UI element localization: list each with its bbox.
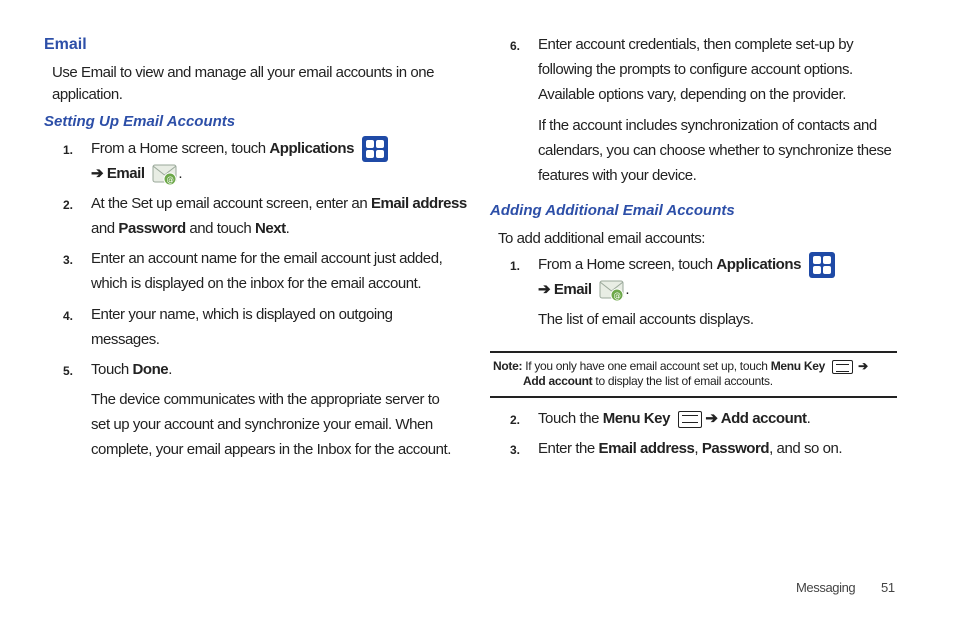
- step-text: ➔ Email @ .: [538, 277, 629, 302]
- step-number: 2.: [63, 198, 74, 212]
- menu-key-icon: [678, 411, 702, 428]
- step-number: 5.: [63, 364, 74, 378]
- subheading-adding: Adding Additional Email Accounts: [490, 202, 735, 219]
- step-description: The device communicates with the appropriate server to set up your account and synchronize your email. When complete, your email appears in the Inbox for the account.: [91, 391, 451, 458]
- step-text: From a Home screen, touch Applications: [538, 252, 835, 278]
- svg-text:@: @: [613, 291, 621, 301]
- step-number: 3.: [63, 253, 74, 267]
- applications-icon: [809, 252, 835, 278]
- step-number: 1.: [510, 259, 521, 273]
- step-description: If the account includes synchronization of contacts and calendars, you can choose whether to synchronize these features with your device.: [538, 117, 892, 184]
- step-result: The list of email accounts displays.: [538, 311, 754, 328]
- menu-key-icon: [832, 360, 853, 374]
- email-app-icon: [599, 278, 625, 302]
- email-app-icon: [152, 162, 178, 186]
- step-text: Enter the Email address, Password, and so on.: [538, 440, 843, 457]
- step-text: ➔ Email @ .: [91, 161, 182, 186]
- note-rule-top: [490, 351, 897, 353]
- step-text: From a Home screen, touch Applications: [91, 136, 388, 162]
- page-number: 51: [881, 580, 895, 595]
- intro-paragraph: To add additional email accounts:: [498, 230, 705, 247]
- step-text: At the Set up email account screen, enter an Email address and Password and touch Next.: [91, 195, 467, 237]
- note-box: Note: If you only have one email account set up, touch Menu Key ➔ Add account to display the list of email accounts.: [493, 359, 868, 388]
- step-number: 3.: [510, 443, 521, 457]
- svg-text:@: @: [166, 175, 174, 185]
- step-number: 6.: [510, 39, 521, 53]
- step-text: Enter your name, which is displayed on outgoing messages.: [91, 306, 393, 348]
- step-text: Touch the Menu Key ➔ Add account.: [538, 410, 811, 427]
- step-number: 4.: [63, 309, 74, 323]
- footer-section: Messaging: [796, 580, 856, 595]
- step-number: 2.: [510, 413, 521, 427]
- applications-icon: [362, 136, 388, 162]
- intro-paragraph: Use Email to view and manage all your email accounts in one application.: [52, 64, 434, 103]
- step-number: 1.: [63, 143, 74, 157]
- step-text: Enter an account name for the email account just added, which is displayed on the inbox for the email account.: [91, 250, 443, 292]
- step-text: Touch Done.: [91, 361, 172, 378]
- note-rule-bottom: [490, 396, 897, 398]
- subheading-setup: Setting Up Email Accounts: [44, 113, 236, 130]
- section-heading: Email: [44, 36, 87, 53]
- step-text: Enter account credentials, then complete set-up by following the prompts to configure account options. Available options vary, depending on the provider.: [538, 36, 854, 103]
